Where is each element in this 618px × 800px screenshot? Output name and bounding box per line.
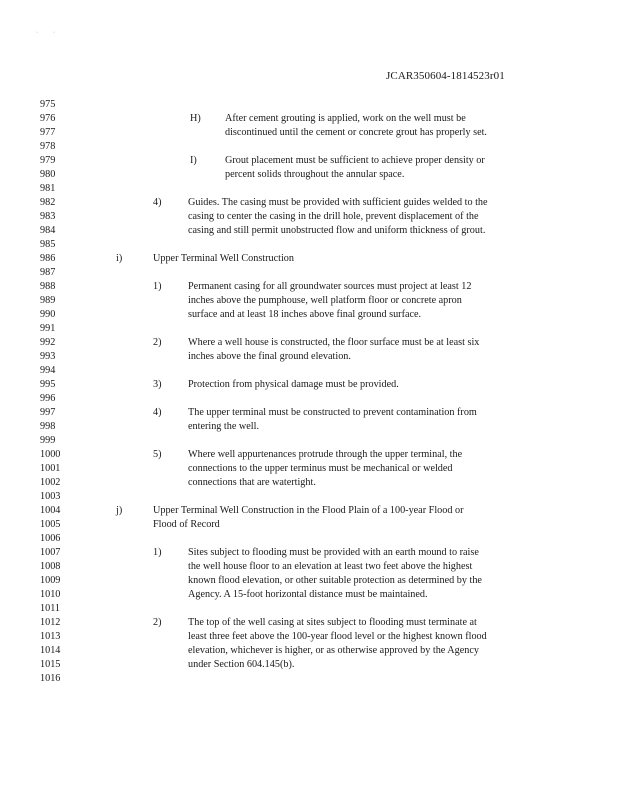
item-text-line: Grout placement must be sufficient to achieve proper density or bbox=[225, 155, 485, 166]
line-number: 999 bbox=[40, 435, 56, 446]
document-id: JCAR350604-1814523r01 bbox=[386, 70, 505, 82]
item-marker: 2) bbox=[153, 337, 162, 348]
section-marker: j) bbox=[116, 505, 123, 516]
item-marker: 1) bbox=[153, 281, 162, 292]
line-number: 1014 bbox=[40, 645, 61, 656]
line-number: 979 bbox=[40, 155, 56, 166]
line-number: 997 bbox=[40, 407, 56, 418]
item-marker: 2) bbox=[153, 617, 162, 628]
line-number: 1003 bbox=[40, 491, 61, 502]
line-number: 982 bbox=[40, 197, 56, 208]
item-text-line: Agency. A 15-foot horizontal distance must be maintained. bbox=[188, 589, 428, 600]
item-text-line: surface and at least 18 inches above final ground surface. bbox=[188, 309, 422, 320]
item-text-line: the well house floor to an elevation at least two feet above the highest bbox=[188, 561, 473, 572]
item-text-line: known flood elevation, or other suitable protection as determined by the bbox=[188, 575, 482, 586]
item-text-line: discontinued until the cement or concrete grout has properly set. bbox=[225, 127, 487, 138]
line-number: 995 bbox=[40, 379, 56, 390]
item-text-line: least three feet above the 100-year flood level or the highest known flood bbox=[188, 631, 487, 642]
item-marker: H) bbox=[190, 113, 201, 124]
line-number: 1013 bbox=[40, 631, 61, 642]
item-text-line: entering the well. bbox=[188, 421, 260, 432]
item-text-line: connections that are watertight. bbox=[188, 477, 316, 488]
line-number: 989 bbox=[40, 295, 56, 306]
line-number: 986 bbox=[40, 253, 56, 264]
line-number: 996 bbox=[40, 393, 56, 404]
line-number: 981 bbox=[40, 183, 56, 194]
item-text-line: inches above the pumphouse, well platform floor or concrete apron bbox=[188, 295, 462, 306]
line-number: 1006 bbox=[40, 533, 61, 544]
line-number: 1011 bbox=[40, 603, 60, 614]
line-number: 994 bbox=[40, 365, 56, 376]
item-text-line: Sites subject to flooding must be provided with an earth mound to raise bbox=[188, 547, 479, 558]
item-marker: I) bbox=[190, 155, 197, 166]
section-marker: i) bbox=[116, 253, 123, 264]
item-text-line: casing to center the casing in the drill hole, prevent displacement of the bbox=[188, 211, 479, 222]
line-number: 980 bbox=[40, 169, 56, 180]
item-marker: 5) bbox=[153, 449, 162, 460]
line-number: 984 bbox=[40, 225, 56, 236]
line-number: 1009 bbox=[40, 575, 61, 586]
line-number: 975 bbox=[40, 99, 56, 110]
item-text-line: Permanent casing for all groundwater sources must project at least 12 bbox=[188, 281, 472, 292]
line-number: 983 bbox=[40, 211, 56, 222]
line-number: 992 bbox=[40, 337, 56, 348]
line-number: 987 bbox=[40, 267, 56, 278]
item-text-line: percent solids throughout the annular space. bbox=[225, 169, 405, 180]
line-number: 1000 bbox=[40, 449, 61, 460]
line-number: 977 bbox=[40, 127, 56, 138]
section-heading: Flood of Record bbox=[153, 519, 220, 530]
line-number: 998 bbox=[40, 421, 56, 432]
item-text-line: connections to the upper terminus must be mechanical or welded bbox=[188, 463, 453, 474]
line-number: 1007 bbox=[40, 547, 61, 558]
line-number: 985 bbox=[40, 239, 56, 250]
line-number: 1002 bbox=[40, 477, 61, 488]
item-marker: 4) bbox=[153, 197, 162, 208]
item-text-line: Where well appurtenances protrude through the upper terminal, the bbox=[188, 449, 463, 460]
item-text-line: under Section 604.145(b). bbox=[188, 659, 295, 670]
item-text-line: Guides. The casing must be provided with sufficient guides welded to the bbox=[188, 197, 488, 208]
item-marker: 3) bbox=[153, 379, 162, 390]
line-number: 1001 bbox=[40, 463, 61, 474]
line-number: 1008 bbox=[40, 561, 61, 572]
item-text-line: inches above the final ground elevation. bbox=[188, 351, 351, 362]
line-number: 976 bbox=[40, 113, 56, 124]
line-number: 988 bbox=[40, 281, 56, 292]
section-heading: Upper Terminal Well Construction in the Flood Plain of a 100-year Flood or bbox=[153, 505, 464, 516]
line-number: 1015 bbox=[40, 659, 61, 670]
item-text-line: Where a well house is constructed, the floor surface must be at least six bbox=[188, 337, 480, 348]
line-number: 1016 bbox=[40, 673, 61, 684]
item-text-line: elevation, whichever is higher, or as otherwise approved by the Agency bbox=[188, 645, 479, 656]
item-marker: 4) bbox=[153, 407, 162, 418]
item-marker: 1) bbox=[153, 547, 162, 558]
item-text-line: The upper terminal must be constructed to prevent contamination from bbox=[188, 407, 477, 418]
item-text-line: casing and still permit unobstructed flow and uniform thickness of grout. bbox=[188, 225, 486, 236]
item-text-line: After cement grouting is applied, work on the well must be bbox=[225, 113, 466, 124]
item-text-line: Protection from physical damage must be provided. bbox=[188, 379, 399, 390]
line-number: 978 bbox=[40, 141, 56, 152]
line-number: 1005 bbox=[40, 519, 61, 530]
section-heading: Upper Terminal Well Construction bbox=[153, 253, 294, 264]
line-number: 1012 bbox=[40, 617, 61, 628]
line-number: 993 bbox=[40, 351, 56, 362]
line-number: 1010 bbox=[40, 589, 61, 600]
line-number: 990 bbox=[40, 309, 56, 320]
line-number: 991 bbox=[40, 323, 56, 334]
line-number: 1004 bbox=[40, 505, 61, 516]
scan-specks: · · bbox=[36, 30, 55, 36]
item-text-line: The top of the well casing at sites subject to flooding must terminate at bbox=[188, 617, 477, 628]
